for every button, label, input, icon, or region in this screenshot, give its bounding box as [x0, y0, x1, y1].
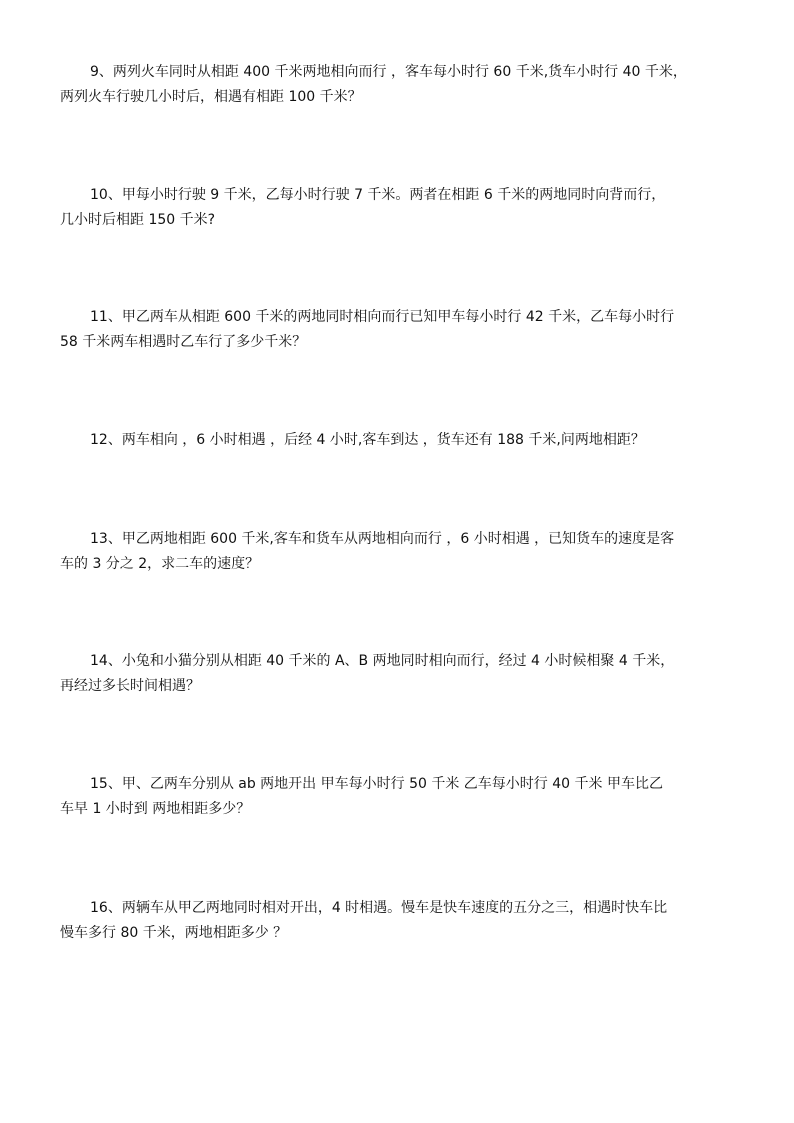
problem-16 — [60, 896, 740, 946]
problem-line: 13、甲乙两地相距 600 千米,客车和货车从两地相向而行 ，6 小时相遇 ，已知货车的速度是客 — [90, 531, 675, 547]
problem-line: 车的 3 分之 2，求二车的速度？ — [60, 556, 260, 572]
problem-12 — [60, 428, 740, 453]
problem-line: 几小时后相距 150 千米? — [60, 212, 216, 228]
problem-line: 15、甲、乙两车分别从 ab 两地开出 甲车每小时行 50 千米 乙车每小时行 40 千米 甲车比乙 — [90, 776, 663, 792]
problem-line: 两列火车行驶几小时后，相遇有相距 100 千米？ — [60, 89, 362, 105]
problem-line: 10、甲每小时行驶 9 千米，乙每小时行驶 7 千米。两者在相距 6 千米的两地同时向背而行， — [90, 187, 666, 203]
problem-line: 慢车多行 80 千米，两地相距多少 ？ — [60, 925, 288, 941]
problem-line: 11、甲乙两车从相距 600 千米的两地同时相向而行已知甲车每小时行 42 千米，乙车每小时行 — [90, 309, 675, 325]
problem-line: 16、两辆车从甲乙两地同时相对开出，4 时相遇。慢车是快车速度的五分之三，相遇时快车比 — [90, 900, 668, 916]
problem-line: 12、两车相向 ，6 小时相遇 ，后经 4 小时,客车到达 ，货车还有 188 千米,问两地相距？ — [90, 432, 645, 448]
problem-15 — [60, 772, 740, 822]
problem-line: 14、小兔和小猫分别从相距 40 千米的 A、B 两地同时相向而行，经过 4 小时候相聚 4 千米， — [90, 653, 675, 669]
problem-line: 9、两列火车同时从相距 400 千米两地相向而行 ，客车每小时行 60 千米,货车小时行 40 千米， — [90, 64, 687, 80]
problem-line: 58 千米两车相遇时乙车行了多少千米？ — [60, 334, 307, 350]
problem-11 — [60, 305, 740, 355]
problem-line: 车早 1 小时到 两地相距多少？ — [60, 801, 251, 817]
problem-13 — [60, 527, 740, 577]
problem-9 — [60, 60, 740, 110]
problem-line: 再经过多长时间相遇？ — [60, 678, 200, 694]
problem-14 — [60, 649, 740, 699]
problem-10 — [60, 183, 740, 233]
